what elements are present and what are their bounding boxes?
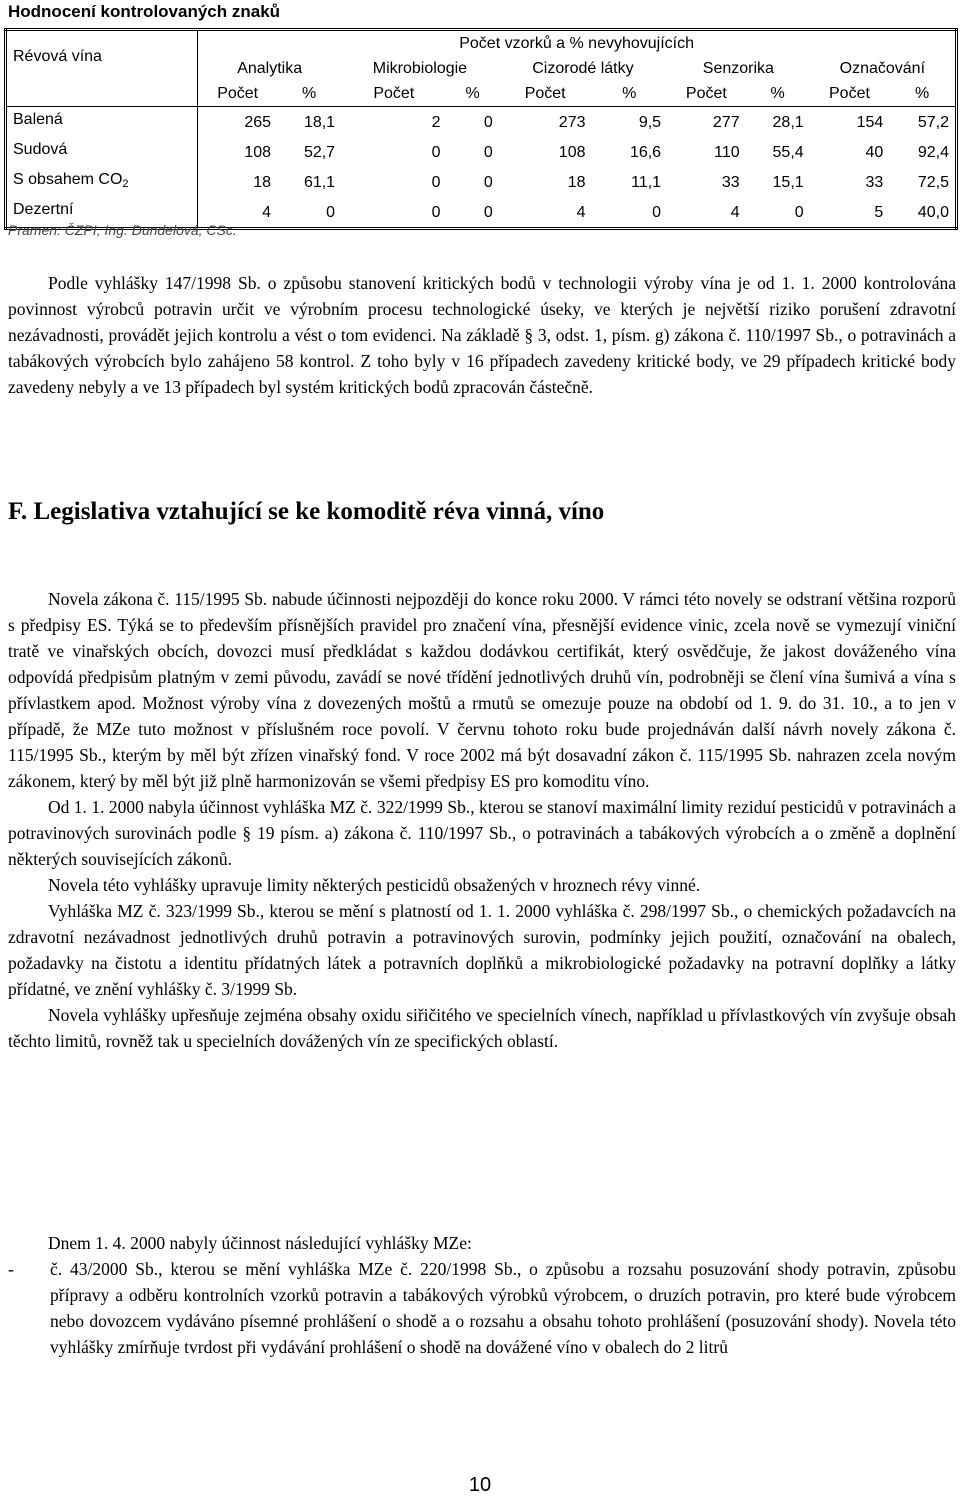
table-cell: 277 <box>712 113 740 131</box>
super-header: Počet vzorků a % nevyhovujících <box>459 35 695 52</box>
list-dash: - <box>8 1259 14 1279</box>
paragraph-text: Novela této vyhlášky upravuje limity některých pesticidů obsažených v hroznech révy vinné. <box>48 875 701 895</box>
table-cell: 0 <box>431 143 441 161</box>
table-cell: 273 <box>558 113 586 131</box>
table-cell: 0 <box>431 203 441 221</box>
table-row <box>6 107 957 138</box>
paragraph-critical-points <box>8 270 956 400</box>
table-heading: Hodnocení kontrolovaných znaků <box>8 2 281 21</box>
list-item-text: č. 43/2000 Sb., kterou se mění vyhláška MZe č. 220/1998 Sb., o způsobu a rozsahu posuzování shody potravin, způsobu přípravy a odběru kontrolních vzorků potravin a tabákových výrobků výrobcem, o druzích potravin, pro které bude výrobcem nebo dovozcem vydáváno písemné prohlášení o shodě a o rozsahu a obsahu tohoto prohlášení (posuzování shody). Novela této vyhlášky zmírňuje tvrdost při vydávání prohlášení o shodě na dovážené víno v obalech do 2 litrů <box>50 1259 956 1357</box>
paragraph-text: Novela zákona č. 115/1995 Sb. nabude účinnosti nejpozději do konce roku 2000. V rámci této novely se odstraní většina rozporů s předpisy ES. Týká se to především přísnějších pravidel pro značení vína, přesnější evidence vinic, zcela nově se vymezují viniční tratě ve vinařských obcích, dovozci musí předkládat s každou dodávkou certifikát, který osvědčuje, že jakost dováženého vína odpovídá předpisům platným v zemi původu, zavádí se nové třídění jednotlivých druhů vín, podrobněji se člení vína šumivá a vína s přívlastkem apod. Možnost výroby vína z dovezených moštů a rmutů se omezuje pouze na období od 1. 9. do 31. 10., a to jen v případě, že MZe tuto možnost v příslušném roce povolí. V červnu tohoto roku bude projednáván další návrh novely zákona č. 115/1995 Sb., kterým by měl být zřízen vinařský fond. V roce 2002 má být dosavadní zákon č. 115/1995 Sb. nahrazen zcela novým zákonem, který by měl být již plně harmonizován se všemi předpisy ES pro komoditu víno. <box>8 589 956 791</box>
table-cell: 18,1 <box>303 113 336 131</box>
table-cell: 9,5 <box>638 113 662 131</box>
row-label: Dezertní <box>6 197 198 229</box>
table-cell: 0 <box>652 203 662 221</box>
paragraph-text: Vyhláška MZ č. 323/1999 Sb., kterou se mění s platností od 1. 1. 2000 vyhláška č. 298/1997 Sb., o chemických požadavcích na zdravotní nezávadnost jednotlivých druhů potravin a potravinových surovin, podmínky jejich použití, označování na obalech, požadavky na čistotu a identitu přídatných látek a potravních doplňků a mikrobiologické požadavky na potravní doplňky a látky přídatné, ve znění vyhlášky č. 3/1999 Sb. <box>8 901 956 999</box>
table-cell: 265 <box>244 113 272 131</box>
group-header-oznacovani: Označování <box>839 60 926 77</box>
table-cell: 40 <box>865 143 884 161</box>
table-cell: 16,6 <box>629 143 662 161</box>
table-cell: 5 <box>874 203 884 221</box>
section-title: F. Legislativa vztahující se ke komoditě réva vinná, víno <box>8 498 605 525</box>
table-source-note: Pramen: ČZPI, Ing. Dundelová, CSc. <box>8 222 237 238</box>
unit-header-pct: % <box>592 81 668 107</box>
list-item <box>8 1256 956 1360</box>
table-cell: 110 <box>714 143 740 161</box>
unit-header-pct: % <box>447 81 499 107</box>
table-cell: 2 <box>431 113 441 131</box>
inspection-table <box>4 28 958 230</box>
group-header-analytika: Analytika <box>237 60 303 77</box>
paragraph-text: Podle vyhlášky 147/1998 Sb. o způsobu stanovení kritických bodů v technologii výroby vína je od 1. 1. 2000 kontrolována povinnost výrobců potravin určit ve výrobním procesu technologické úseky, ve kterých je největší riziko porušení zdravotní nezávadnosti, provádět jejich kontrolu a vést o tom evidenci. Na základě § 3, odst. 1, písm. g) zákona č. 110/1997 Sb., o potravinách a tabákových výrobcích bylo zahájeno 58 kontrol. Z toho byly v 16 případech zavedeny kritické body, ve 29 případech kritické body zavedeny nebyly a ve 13 případech byl systém kritických bodů zpracován částečně. <box>8 273 956 397</box>
table-cell: 0 <box>326 203 336 221</box>
unit-header-pct: % <box>277 81 341 107</box>
unit-header-count: Počet <box>667 81 746 107</box>
table-cell: 154 <box>856 113 884 131</box>
unit-spacer <box>6 81 198 107</box>
unit-header-count: Počet <box>499 81 592 107</box>
table-cell: 4 <box>262 203 272 221</box>
table-row <box>6 167 957 197</box>
table-row <box>6 137 957 167</box>
unit-header-pct: % <box>889 81 956 107</box>
table-cell: 52,7 <box>303 143 336 161</box>
paragraph-text: Novela vyhlášky upřesňuje zejména obsahy oxidu siřičitého ve specielních vínech, například u přívlastkových vín zvyšuje obsah těchto limitů, rovněž tak u specielních dovážených vín ze specifických oblastí. <box>8 1005 956 1051</box>
regulations-list-block <box>8 1230 956 1360</box>
group-header-cizorode-latky: Cizorodé látky <box>532 60 634 77</box>
table-cell: 18 <box>567 173 586 191</box>
table-cell: 0 <box>483 113 493 131</box>
table-cell: 40,0 <box>917 203 949 221</box>
table-cell: 33 <box>865 173 884 191</box>
table-cell: 61,1 <box>303 173 336 191</box>
table-cell: 4 <box>730 203 740 221</box>
row-label: Sudová <box>6 137 198 167</box>
table-cell: 55,4 <box>772 143 804 161</box>
table-cell: 0 <box>431 173 441 191</box>
table-cell: 108 <box>558 143 586 161</box>
row-label: Balená <box>6 107 198 138</box>
table-cell: 0 <box>794 203 804 221</box>
table-cell: 4 <box>576 203 586 221</box>
table-cell: 33 <box>721 173 740 191</box>
table-cell: 18 <box>253 173 272 191</box>
table-cell: 72,5 <box>917 173 949 191</box>
table-cell: 11,1 <box>631 173 662 191</box>
unit-header-pct: % <box>746 81 810 107</box>
table-cell: 0 <box>483 143 493 161</box>
table-cell: 0 <box>483 203 493 221</box>
unit-header-count: Počet <box>810 81 890 107</box>
table-cell: 0 <box>483 173 493 191</box>
table-cell: 92,4 <box>917 143 949 161</box>
group-header-senzorika: Senzorika <box>702 60 774 77</box>
table-cell: 57,2 <box>917 113 949 131</box>
table-cell: 108 <box>244 143 272 161</box>
paragraph-text: Od 1. 1. 2000 nabyla účinnost vyhláška MZ č. 322/1999 Sb., kterou se stanoví maximální limity reziduí pesticidů v potravinách a potravinových surovinách podle § 19 písm. a) zákona č. 110/1997 Sb., o potravinách a tabákových výrobcích a o změně a doplnění některých souvisejících zákonů. <box>8 797 956 869</box>
corner-label: Révová vína <box>6 30 198 82</box>
table-cell: 28,1 <box>772 113 804 131</box>
unit-header-count: Počet <box>198 81 277 107</box>
legislation-body <box>8 586 956 1054</box>
page-number: 10 <box>468 1474 492 1496</box>
row-label: S obsahem $CO_2$ <box>6 167 198 197</box>
table-cell: 15,1 <box>772 173 804 191</box>
table-super-header-row <box>6 30 957 57</box>
unit-header-count: Počet <box>341 81 446 107</box>
paragraph-text: Dnem 1. 4. 2000 nabyly účinnost následující vyhlášky MZe: <box>48 1233 472 1253</box>
table-unit-header-row <box>6 81 957 107</box>
group-header-mikrobiologie: Mikrobiologie <box>372 60 468 77</box>
